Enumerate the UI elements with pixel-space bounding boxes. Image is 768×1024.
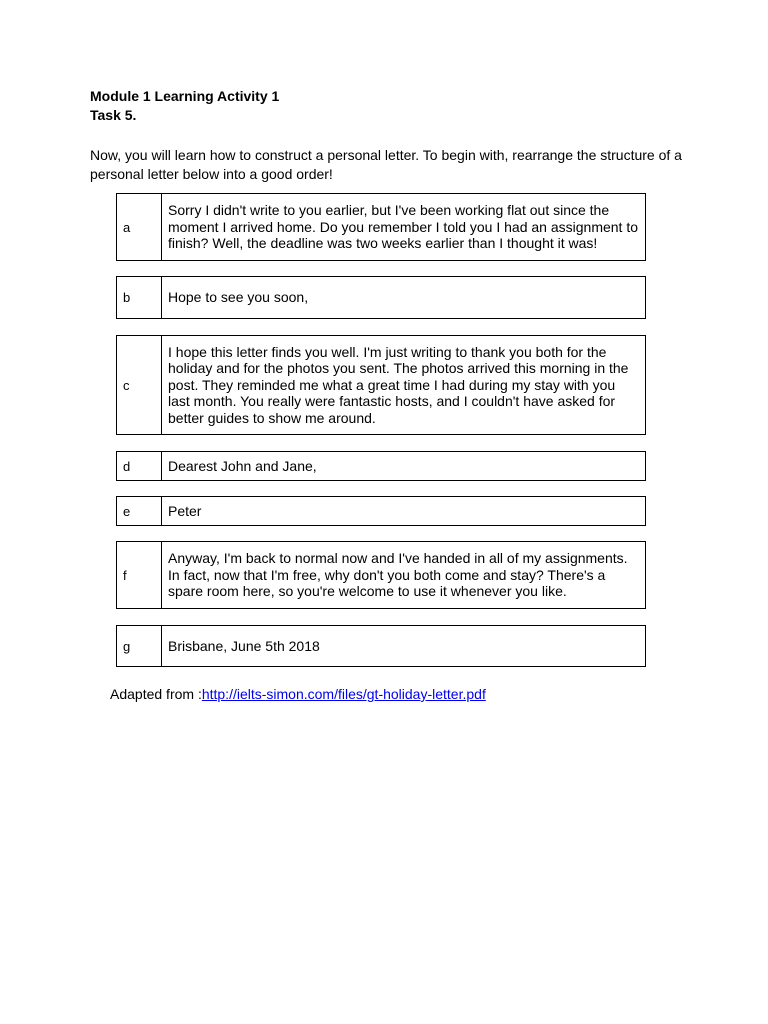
- part-text: Brisbane, June 5th 2018: [168, 637, 320, 654]
- task-number: Task 5.: [90, 107, 137, 123]
- part-text: Hope to see you soon,: [168, 289, 309, 306]
- letter-part-f: [116, 541, 646, 609]
- part-text: Sorry I didn't write to you earlier, but I've been working flat out since the moment I arrived home. Do you remember I told you I had an assignment to finish? Well, the deadline was two weeks earlier than I thought it was!: [168, 202, 639, 252]
- part-label: e: [117, 497, 162, 525]
- source-attribution: [110, 685, 486, 703]
- part-text: Peter: [168, 502, 202, 519]
- part-label: a: [117, 194, 162, 260]
- letter-part-g: [116, 625, 646, 667]
- part-label: c: [117, 336, 162, 434]
- letter-part-c: [116, 335, 646, 435]
- part-text: Dearest John and Jane,: [168, 457, 317, 474]
- part-label: d: [117, 452, 162, 480]
- letter-part-b: [116, 276, 646, 319]
- part-text: I hope this letter finds you well. I'm just writing to thank you both for the holiday and for the photos you sent. The photos arrived this morning in the post. They reminded me what a great time I had during my stay with you last month. You really were fantastic hosts, and I couldn't have asked for better guides to show me around.: [168, 343, 629, 426]
- part-text: Anyway, I'm back to normal now and I've handed in all of my assignments. In fact, now that I'm free, why don't you both come and stay? There's a spare room here, so you're welcome to use it whenever you like.: [168, 550, 628, 600]
- letter-part-e: [116, 496, 646, 526]
- letter-part-d: [116, 451, 646, 481]
- part-label: f: [117, 542, 162, 608]
- activity-title: Module 1 Learning Activity 1: [90, 88, 280, 104]
- instructions-paragraph: Now, you will learn how to construct a personal letter. To begin with, rearrange the structure of a personal letter below into a good order!: [90, 147, 682, 182]
- part-label: g: [117, 626, 162, 666]
- part-label: b: [117, 277, 162, 318]
- letter-part-a: [116, 193, 646, 261]
- source-link[interactable]: http://ielts-simon.com/files/gt-holiday-letter.pdf: [201, 686, 486, 702]
- source-label: Adapted from :: [110, 686, 202, 702]
